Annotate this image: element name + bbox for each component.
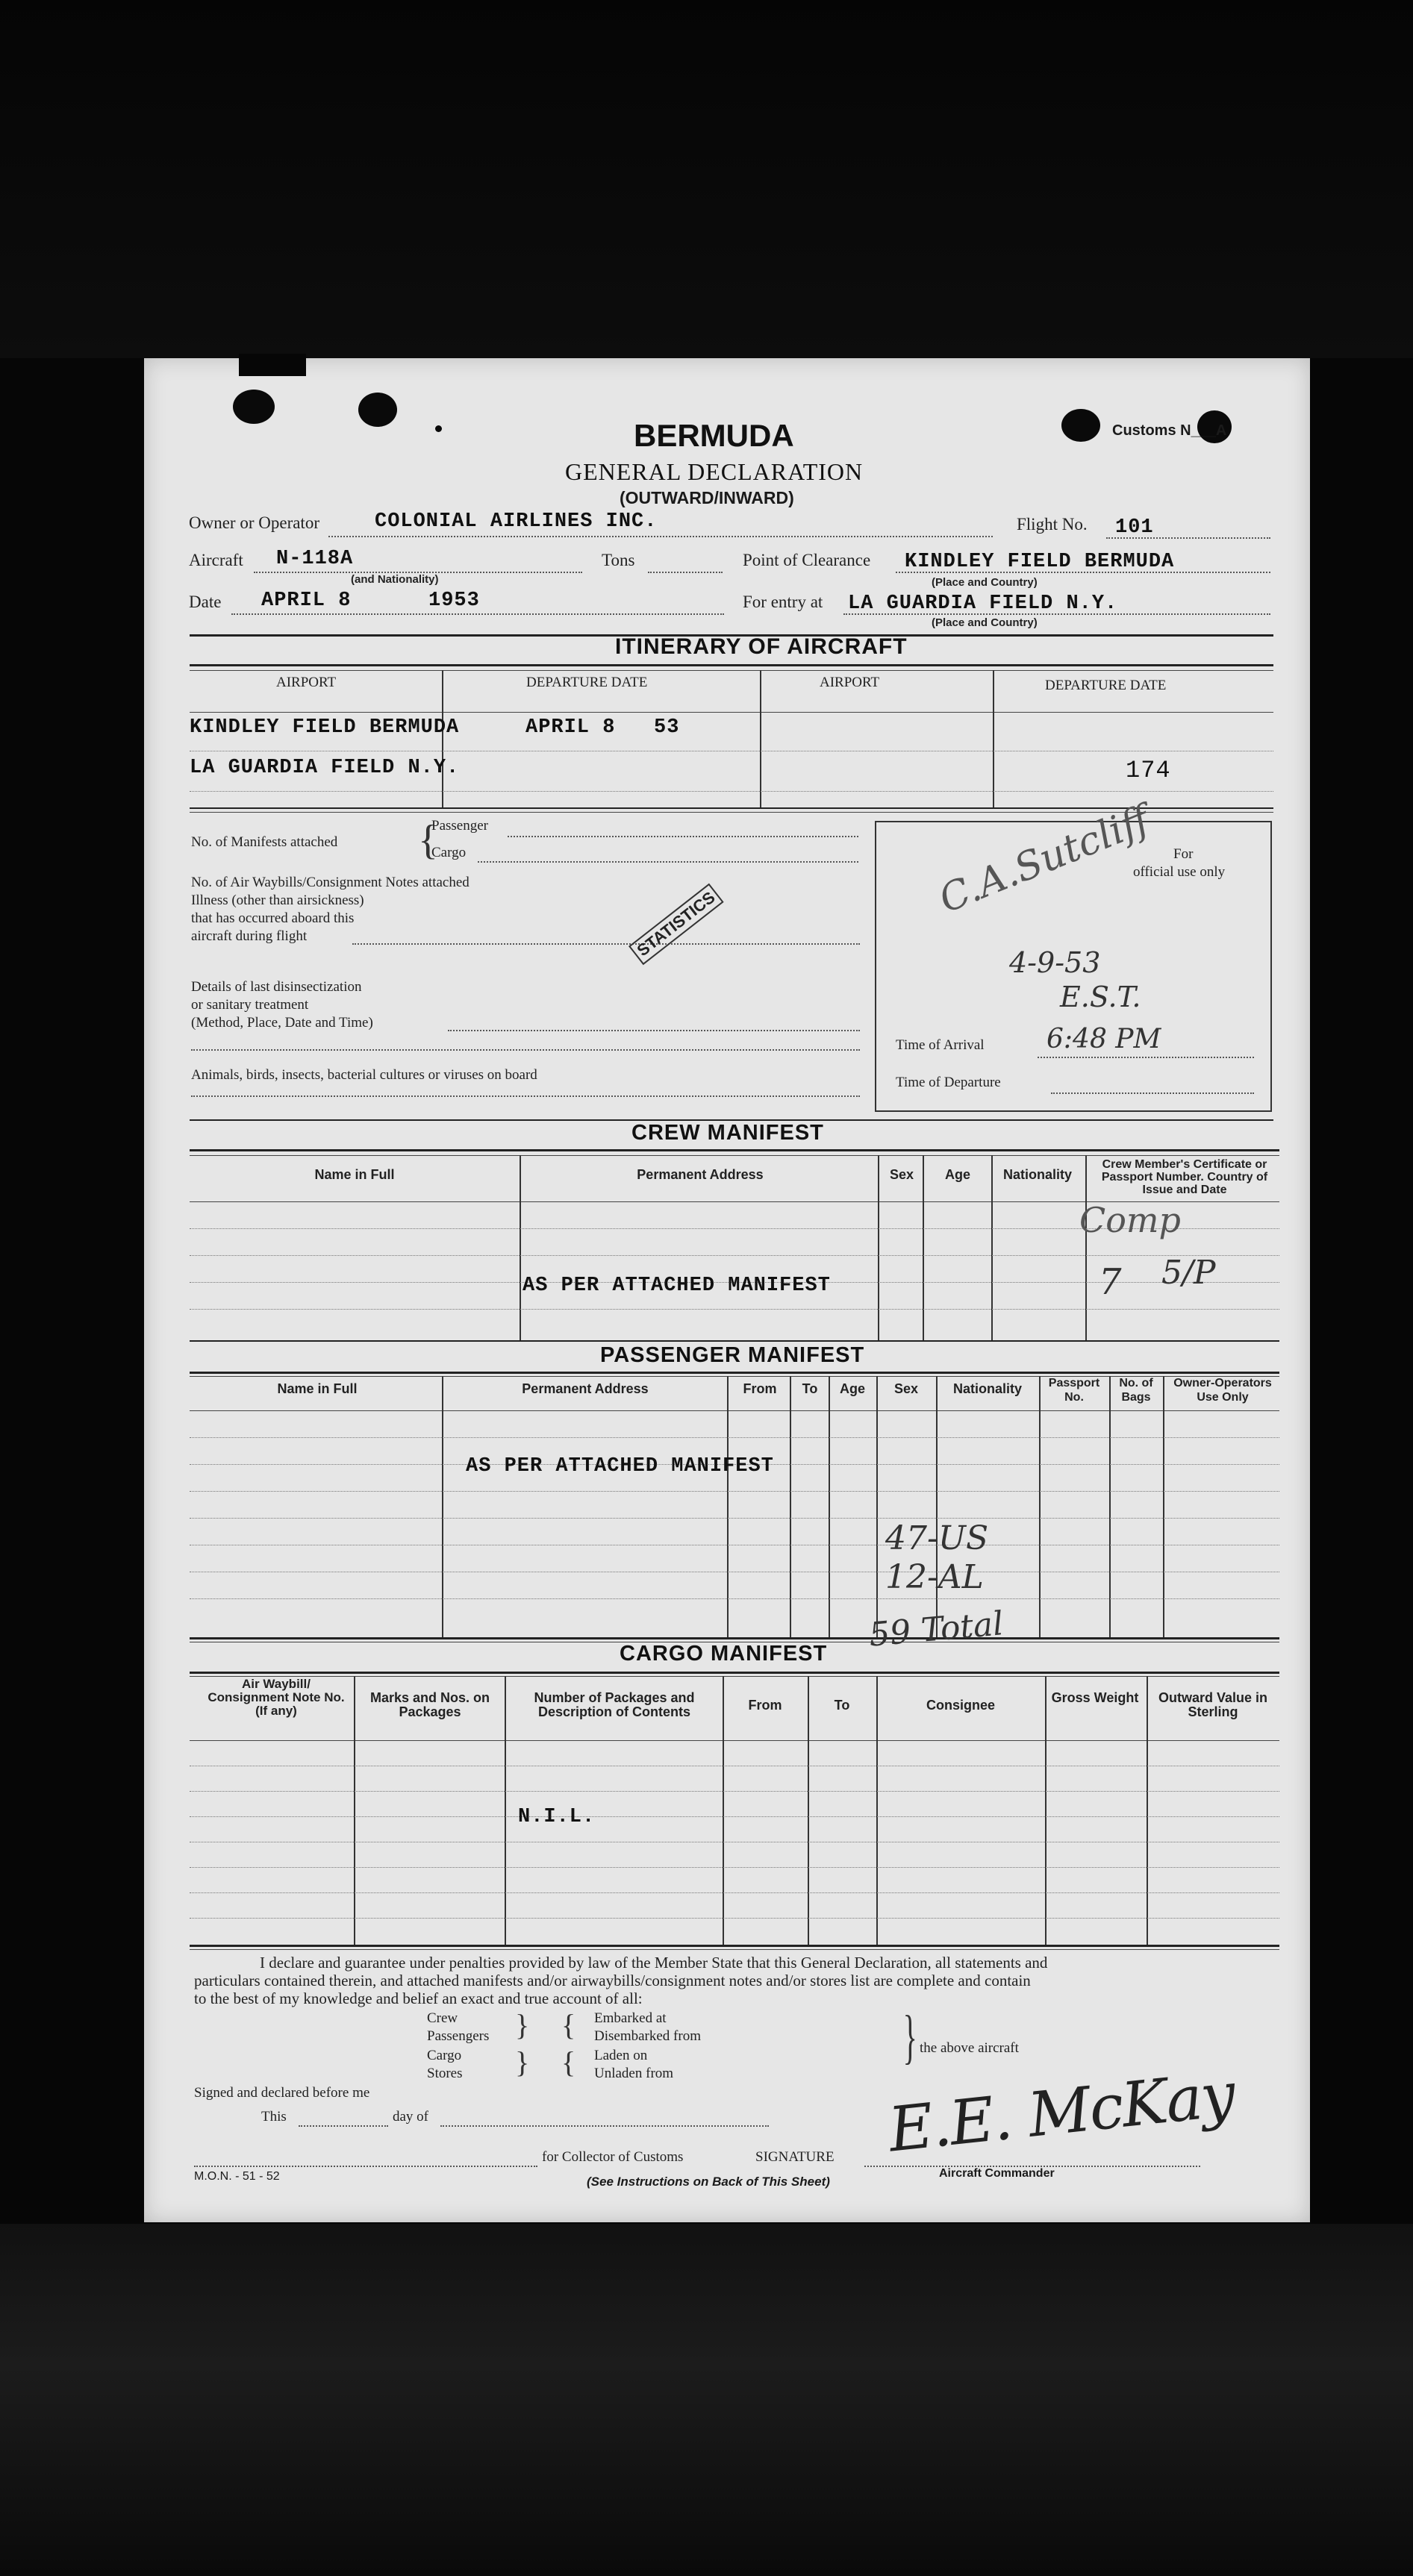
- passenger-col-to: To: [802, 1381, 818, 1396]
- row-line: [190, 1255, 1279, 1256]
- itinerary-row1-date: APRIL 8 53: [525, 716, 680, 739]
- footer-crew: Crew: [427, 2010, 458, 2026]
- itinerary-divider: [760, 670, 761, 807]
- rule: [190, 1949, 1279, 1950]
- line: [299, 2125, 388, 2127]
- aircraft-nationality-note: (and Nationality): [351, 573, 439, 586]
- itinerary-divider: [993, 670, 994, 807]
- itinerary-stamp-number: 174: [1126, 757, 1171, 784]
- cargo-divider: [808, 1676, 809, 1945]
- signature-label: SIGNATURE: [755, 2149, 835, 2165]
- crew-col-sex: Sex: [889, 1167, 914, 1182]
- crew-divider: [991, 1155, 993, 1340]
- footer-brace-4: {: [561, 2045, 576, 2079]
- row-line: [190, 1437, 1279, 1438]
- clearance-value: KINDLEY FIELD BERMUDA: [905, 551, 1175, 573]
- commander-signature: E.E. McKay: [885, 2059, 1238, 2166]
- row-line: [190, 1309, 1279, 1310]
- punch-hole: [233, 390, 275, 424]
- row-line: [190, 1867, 1279, 1868]
- passenger-col-sex: Sex: [893, 1381, 919, 1396]
- disinsect-label-1: Details of last disinsectization: [191, 979, 362, 995]
- waybills-label: No. of Air Waybills/Consignment Notes attached: [191, 875, 470, 890]
- official-date: 4-9-53: [1009, 946, 1101, 979]
- declaration-text-3: to the best of my knowledge and belief an exact and true account of all:: [194, 1989, 643, 2007]
- manifests-passenger: Passenger: [431, 818, 488, 834]
- illness-label-1: Illness (other than airsickness): [191, 892, 364, 908]
- cargo-col-weight: Gross Weight: [1051, 1690, 1139, 1705]
- paper-torn-corner: [239, 354, 306, 376]
- line: [478, 861, 858, 863]
- declaration-text-1: I declare and guarantee under penalties provided by law of the Member State that this General Declaration, all statements and: [260, 1954, 1048, 1972]
- aircraft-label: Aircraft: [189, 551, 243, 569]
- passenger-col-passport: Passport No.: [1048, 1377, 1100, 1404]
- footer-cargo: Cargo: [427, 2048, 462, 2063]
- crew-divider: [1085, 1155, 1087, 1340]
- line: [508, 836, 858, 837]
- rule: [190, 1945, 1279, 1947]
- rule: [190, 1410, 1279, 1411]
- crew-divider: [520, 1155, 521, 1340]
- instructions-note: (See Instructions on Back of This Sheet): [587, 2175, 830, 2189]
- cargo-col-waybill: Air Waybill/ Consignment Note No. (If any): [208, 1677, 345, 1718]
- rule: [190, 1740, 1279, 1741]
- footer-this: This: [261, 2109, 287, 2125]
- row-line: [190, 1518, 1279, 1519]
- crew-divider: [878, 1155, 879, 1340]
- declaration-text-2: particulars contained therein, and attached manifests and/or airwaybills/consignment notes and/or stores list are complete and contain: [194, 1972, 1031, 1989]
- cargo-col-from: From: [748, 1698, 782, 1713]
- footer-day-of: day of: [393, 2109, 429, 2125]
- ink-speck: [435, 425, 442, 432]
- arrival-value: 6:48 PM: [1047, 1024, 1161, 1054]
- cargo-typed-note: N.I.L.: [518, 1806, 596, 1828]
- footer-brace-3: {: [561, 2008, 576, 2042]
- passenger-hand-total: 59 Total: [867, 1604, 1005, 1654]
- disinsect-label-3: (Method, Place, Date and Time): [191, 1015, 373, 1031]
- punch-hole: [1061, 409, 1100, 442]
- form-title: BERMUDA: [634, 418, 794, 453]
- cargo-divider: [1147, 1676, 1148, 1945]
- cargo-divider: [876, 1676, 878, 1945]
- illness-label-2: that has occurred aboard this: [191, 910, 355, 926]
- crew-hand-note-2: 7: [1099, 1261, 1122, 1303]
- rule: [190, 670, 1273, 671]
- footer-brace-2: }: [515, 2045, 530, 2079]
- footer-laden: Laden on: [594, 2048, 648, 2063]
- cargo-divider: [505, 1676, 506, 1945]
- owner-value: COLONIAL AIRLINES INC.: [375, 510, 658, 533]
- scan-background-top: [0, 0, 1413, 358]
- aircraft-value: N-118A: [276, 548, 354, 570]
- official-signature: C.A.Sutcliff: [933, 797, 1156, 922]
- signed-declared: Signed and declared before me: [194, 2085, 370, 2101]
- passenger-hand-note-1: 47-US: [885, 1519, 989, 1557]
- date-value: APRIL 8: [261, 590, 352, 612]
- animals-label: Animals, birds, insects, bacterial cultures or viruses on board: [191, 1067, 537, 1083]
- manifests-cargo: Cargo: [431, 845, 467, 860]
- clearance-label: Point of Clearance: [743, 551, 871, 569]
- row-line: [190, 1491, 1279, 1492]
- itinerary-divider: [442, 670, 443, 807]
- footer-stores: Stores: [427, 2066, 463, 2081]
- footer-embarked: Embarked at: [594, 2010, 667, 2026]
- tons-line: [648, 572, 723, 573]
- flight-label: Flight No.: [1017, 515, 1088, 534]
- line: [1038, 1057, 1254, 1058]
- form-direction: (OUTWARD/INWARD): [620, 488, 794, 507]
- rule: [190, 712, 1273, 713]
- itinerary-col-airport-1: AIRPORT: [276, 675, 337, 690]
- statistics-stamp: STATISTICS: [628, 884, 724, 966]
- official-use-title-1: For: [1173, 846, 1194, 862]
- entry-label: For entry at: [743, 593, 823, 611]
- owner-label: Owner or Operator: [189, 513, 319, 532]
- customs-form-number: Customs N___A: [1112, 422, 1227, 439]
- line: [1051, 1092, 1254, 1094]
- manifests-label: No. of Manifests attached: [191, 834, 338, 850]
- rule: [190, 1672, 1279, 1674]
- arrival-label: Time of Arrival: [896, 1037, 985, 1053]
- row-line: [190, 1892, 1279, 1893]
- row-line: [190, 791, 1273, 792]
- rule: [190, 1637, 1279, 1639]
- scan-background-bottom: [0, 2224, 1413, 2576]
- row-line: [190, 1816, 1279, 1817]
- footer-above-aircraft: the above aircraft: [920, 2040, 1019, 2056]
- crew-col-address: Permanent Address: [637, 1167, 764, 1182]
- line: [352, 943, 860, 945]
- disinsect-label-2: or sanitary treatment: [191, 997, 309, 1013]
- line: [194, 2166, 537, 2167]
- itinerary-row2-airport: LA GUARDIA FIELD N.Y.: [190, 757, 460, 779]
- row-line: [190, 1918, 1279, 1919]
- entry-value: LA GUARDIA FIELD N.Y.: [848, 593, 1118, 615]
- passenger-typed-note: AS PER ATTACHED MANIFEST: [466, 1455, 774, 1478]
- rule: [190, 1676, 1279, 1677]
- date-line: [231, 613, 724, 615]
- cargo-col-value: Outward Value in Sterling: [1158, 1690, 1268, 1719]
- itinerary-col-departure-1: DEPARTURE DATE: [526, 675, 648, 690]
- official-est: E.S.T.: [1060, 981, 1141, 1013]
- footer-unladen: Unladen from: [594, 2066, 674, 2081]
- manifests-brace: {: [418, 817, 438, 863]
- itinerary-title: ITINERARY OF AIRCRAFT: [615, 634, 908, 659]
- crew-col-nationality: Nationality: [1002, 1167, 1072, 1182]
- line: [448, 1030, 860, 1031]
- illness-label-3: aircraft during flight: [191, 928, 308, 944]
- row-line: [190, 1598, 1279, 1599]
- footer-passengers: Passengers: [427, 2028, 490, 2044]
- line: [440, 2125, 769, 2127]
- cargo-col-consignee: Consignee: [926, 1698, 995, 1713]
- line: [191, 1049, 860, 1051]
- line: [191, 1095, 860, 1097]
- rule: [190, 664, 1273, 666]
- passenger-col-nationality: Nationality: [952, 1381, 1022, 1396]
- cargo-divider: [354, 1676, 355, 1945]
- crew-hand-note-1: Comp: [1079, 1200, 1181, 1240]
- official-use-title-2: official use only: [1133, 864, 1226, 880]
- year-value: 1953: [428, 590, 480, 612]
- passenger-title: PASSENGER MANIFEST: [600, 1343, 865, 1367]
- itinerary-row1-airport: KINDLEY FIELD BERMUDA: [190, 716, 460, 739]
- crew-divider: [923, 1155, 924, 1340]
- cargo-divider: [723, 1676, 724, 1945]
- entry-place-note: (Place and Country): [932, 616, 1038, 629]
- itinerary-col-airport-2: AIRPORT: [820, 675, 880, 690]
- crew-col-age: Age: [944, 1167, 970, 1182]
- footer-disembarked: Disembarked from: [594, 2028, 701, 2044]
- cargo-title: CARGO MANIFEST: [620, 1642, 828, 1666]
- departure-label: Time of Departure: [896, 1075, 1001, 1090]
- flight-value: 101: [1115, 516, 1154, 539]
- itinerary-col-departure-2: DEPARTURE DATE: [1045, 678, 1167, 693]
- crew-typed-note: AS PER ATTACHED MANIFEST: [523, 1275, 831, 1297]
- passenger-col-from: From: [743, 1381, 777, 1396]
- passenger-col-age: Age: [839, 1381, 865, 1396]
- cargo-col-packages: Number of Packages and Description of Contents: [534, 1690, 695, 1719]
- form-subtitle: GENERAL DECLARATION: [565, 458, 864, 485]
- owner-line: [328, 536, 993, 537]
- date-label: Date: [189, 593, 222, 611]
- clearance-place-note: (Place and Country): [932, 576, 1038, 589]
- passenger-col-owner: Owner-Operators Use Only: [1173, 1377, 1272, 1404]
- passenger-hand-note-2: 12-AL: [885, 1558, 984, 1596]
- commander-label: Aircraft Commander: [939, 2167, 1055, 2180]
- footer-brace-5: }: [902, 2004, 917, 2070]
- rule: [190, 1340, 1279, 1342]
- cargo-col-marks: Marks and Nos. on Packages: [369, 1690, 490, 1719]
- footer-brace-1: }: [515, 2008, 530, 2042]
- tons-label: Tons: [602, 551, 635, 569]
- cargo-divider: [1045, 1676, 1047, 1945]
- rule: [190, 1149, 1279, 1151]
- rule: [190, 1155, 1279, 1156]
- form-number: M.O.N. - 51 - 52: [194, 2170, 280, 2183]
- collector-label: for Collector of Customs: [542, 2149, 684, 2165]
- passenger-col-name: Name in Full: [277, 1381, 358, 1396]
- cargo-col-to: To: [834, 1698, 850, 1713]
- rule: [190, 1372, 1279, 1374]
- punch-hole: [358, 393, 397, 427]
- passenger-col-bags: No. of Bags: [1119, 1377, 1153, 1404]
- crew-hand-note-3: 5/P: [1161, 1254, 1216, 1292]
- crew-title: CREW MANIFEST: [631, 1121, 824, 1145]
- row-line: [190, 1791, 1279, 1792]
- crew-col-name: Name in Full: [314, 1167, 395, 1182]
- passenger-col-address: Permanent Address: [522, 1381, 649, 1396]
- crew-col-certificate: Crew Member's Certificate or Passport Number. Country of Issue and Date: [1101, 1158, 1268, 1196]
